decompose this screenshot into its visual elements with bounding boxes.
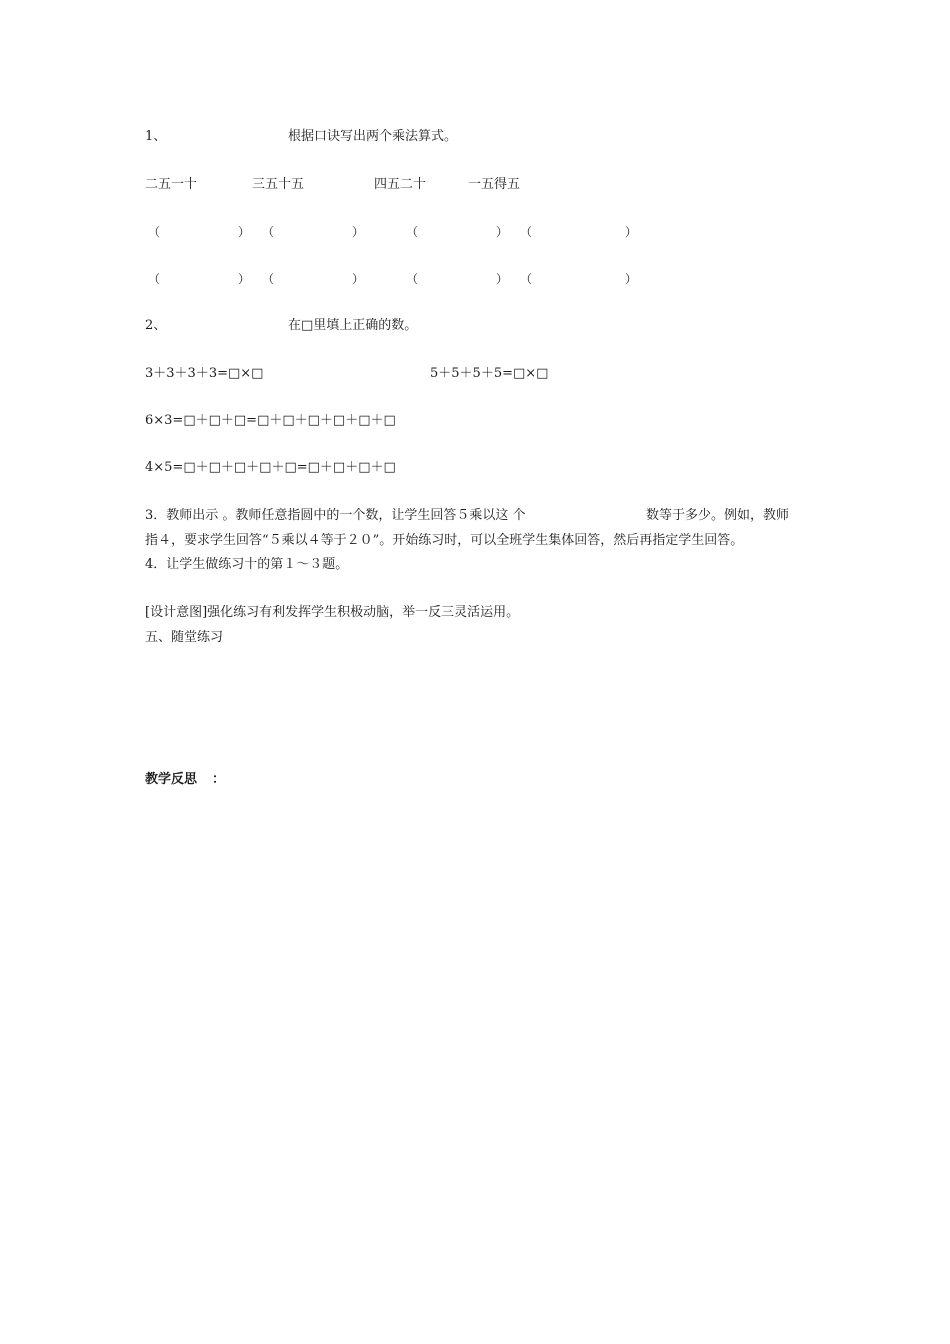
answer-blank-close: ） [496, 225, 509, 239]
reflection-colon: ： [212, 772, 226, 787]
answer-blank-open: （ [520, 225, 533, 239]
q2-instruction: 在□里填上正确的数。 [288, 318, 418, 333]
q1-number: 1、 [145, 129, 167, 144]
answer-blank-close: ） [496, 272, 509, 286]
q2-equation-4: 4×5=□＋□＋□＋□＋□=□＋□＋□＋□ [145, 460, 396, 475]
q1-rhyme-2: 三五十五 [252, 177, 305, 192]
q2-equation-3: 6×3=□＋□＋□=□＋□＋□＋□＋□＋□ [145, 413, 396, 428]
q3-text-line2: 指４，要求学生回答“５乘以４等于２０”。开始练习时，可以全班学生集体回答，然后再指定学生回答。 [145, 533, 744, 548]
q3-text-part2: 数等于多少。例如，教师 [646, 508, 790, 523]
q1-rhyme-1: 二五一十 [145, 177, 198, 192]
answer-blank-open: （ [406, 225, 419, 239]
design-intent: [设计意图]强化练习有利发挥学生积极动脑，举一反三灵活运用。 [145, 605, 520, 620]
answer-blank-open: （ [406, 272, 419, 286]
section-heading: 五、随堂练习 [145, 630, 224, 645]
answer-blank-close: ） [625, 225, 638, 239]
q2-equation-2: 5＋5＋5＋5=□×□ [430, 366, 549, 381]
answer-blank-open: （ [520, 272, 533, 286]
answer-blank-open: （ [262, 225, 275, 239]
q2-number: 2、 [145, 318, 167, 333]
answer-blank-open: （ [148, 272, 161, 286]
reflection-label: 教学反思 [145, 772, 198, 787]
answer-blank-close: ） [625, 272, 638, 286]
answer-blank-close: ） [352, 272, 365, 286]
q2-equation-1: 3＋3＋3＋3=□×□ [145, 366, 264, 381]
answer-blank-close: ） [238, 272, 251, 286]
q3-text-part1: 3．教师出示 。教师任意指圆中的一个数，让学生回答５乘以这 个 [145, 508, 526, 523]
q1-rhyme-4: 一五得五 [468, 177, 521, 192]
q1-rhyme-3: 四五二十 [374, 177, 427, 192]
answer-blank-open: （ [262, 272, 275, 286]
answer-blank-close: ） [238, 225, 251, 239]
q4-text: 4．让学生做练习十的第１～３题。 [145, 557, 349, 572]
answer-blank-open: （ [148, 225, 161, 239]
answer-blank-close: ） [352, 225, 365, 239]
q1-instruction: 根据口诀写出两个乘法算式。 [288, 129, 458, 144]
